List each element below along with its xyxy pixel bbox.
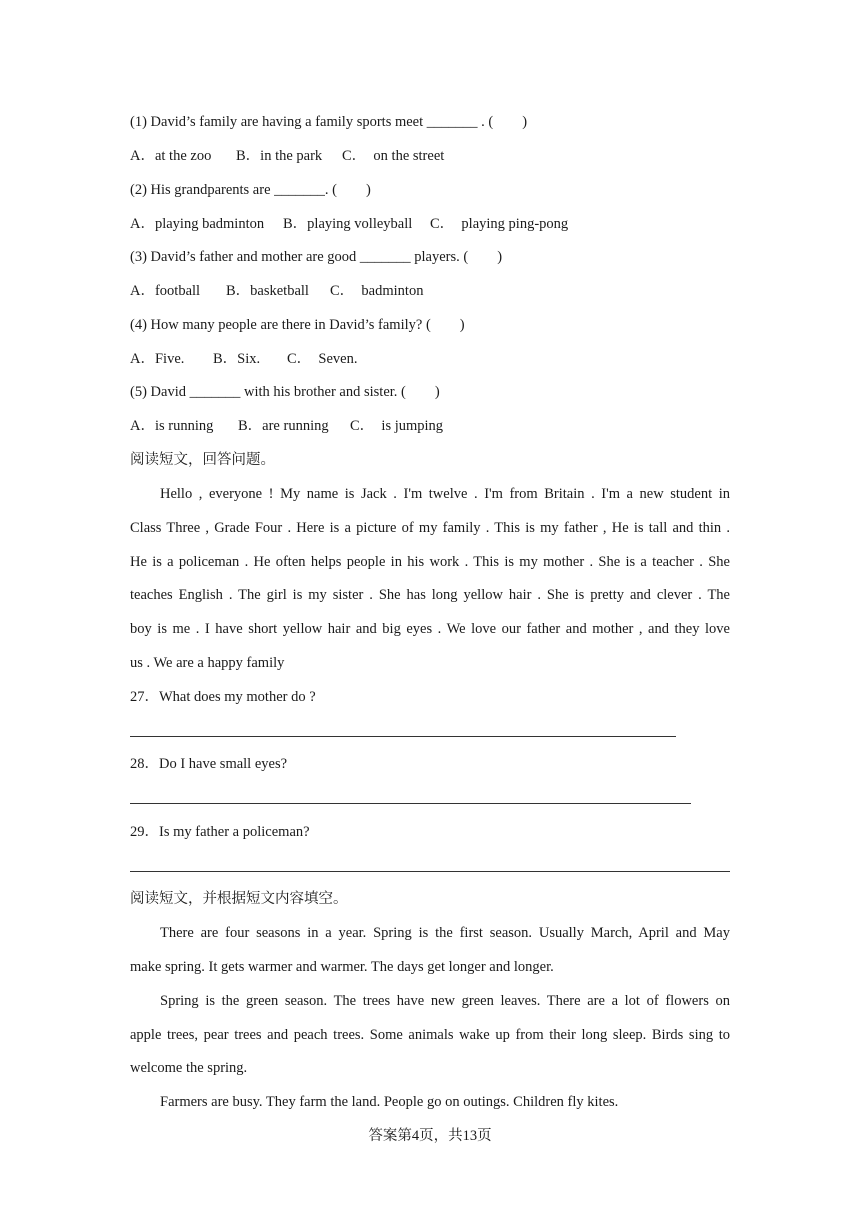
question-29: 29．Is my father a policeman? — [130, 824, 310, 840]
question-1-options — [130, 146, 444, 166]
answer-line-27[interactable] — [130, 736, 676, 737]
option-b: B．basketball — [226, 283, 309, 299]
passage-line: Spring is the green season. The trees have new green leaves. There are a lot of flowers on — [160, 993, 730, 1009]
option-b: B．playing volleyball — [283, 216, 413, 232]
answer-line-29[interactable] — [130, 871, 730, 872]
option-c: C． Seven. — [287, 351, 358, 367]
option-a: A．is running — [130, 418, 214, 434]
passage-line: boy is me . I have short yellow hair and big eyes . We love our father and mother , and they love — [130, 621, 730, 637]
option-a: A．football — [130, 283, 201, 299]
passage-line: Class Three , Grade Four . Here is a picture of my family . This is my father , He is tall and thin . — [130, 520, 730, 536]
option-c: C． on the street — [342, 148, 445, 164]
option-c: C． badminton — [330, 283, 424, 299]
passage-line: Farmers are busy. They farm the land. People go on outings. Children fly kites. — [160, 1094, 619, 1110]
passage-line: us . We are a happy family — [130, 655, 285, 671]
section-instruction: 阅读短文，回答问题。 — [130, 452, 275, 468]
option-c: C． is jumping — [350, 418, 444, 434]
option-c: C． playing ping-pong — [430, 216, 569, 232]
passage-line: Hello , everyone ! My name is Jack . I'm twelve . I'm from Britain . I'm a new student in — [160, 486, 730, 502]
question-3-stem: (3) David’s father and mother are good _______ players. ( ) — [130, 249, 503, 265]
passage-line: welcome the spring. — [130, 1060, 248, 1076]
question-5-stem: (5) David _______ with his brother and sister. ( ) — [130, 384, 440, 400]
question-28: 28．Do I have small eyes? — [130, 756, 288, 772]
question-5-options — [130, 416, 443, 436]
passage-line: make spring. It gets warmer and warmer. The days get longer and longer. — [130, 959, 554, 975]
option-a: A．playing badminton — [130, 216, 265, 232]
question-27: 27．What does my mother do ? — [130, 689, 316, 705]
section-instruction: 阅读短文，并根据短文内容填空。 — [130, 891, 348, 907]
page-footer: 答案第4页，共13页 — [368, 1128, 492, 1144]
option-a: A．at the zoo — [130, 148, 212, 164]
question-3-options — [130, 281, 423, 301]
question-2-options — [130, 214, 568, 234]
question-2-stem: (2) His grandparents are _______. ( ) — [130, 182, 371, 198]
passage-line: teaches English . The girl is my sister . She has long yellow hair . She is pretty and clever . The — [130, 587, 730, 603]
question-4-stem: (4) How many people are there in David’s family? ( ) — [130, 317, 465, 333]
passage-line: There are four seasons in a year. Spring is the first season. Usually March, April and May — [160, 925, 730, 941]
passage-line: He is a policeman . He often helps people in his work . This is my mother . She is a teacher . She — [130, 554, 730, 570]
option-a: A．Five. — [130, 351, 185, 367]
question-1-stem: (1) David’s family are having a family sports meet _______ . ( ) — [130, 114, 528, 130]
question-4-options — [130, 349, 357, 369]
passage-line: apple trees, pear trees and peach trees. Some animals wake up from their long sleep. Birds sing to — [130, 1027, 730, 1043]
option-b: B．are running — [238, 418, 329, 434]
answer-line-28[interactable] — [130, 803, 691, 804]
option-b: B．in the park — [236, 148, 323, 164]
option-b: B．Six. — [213, 351, 261, 367]
